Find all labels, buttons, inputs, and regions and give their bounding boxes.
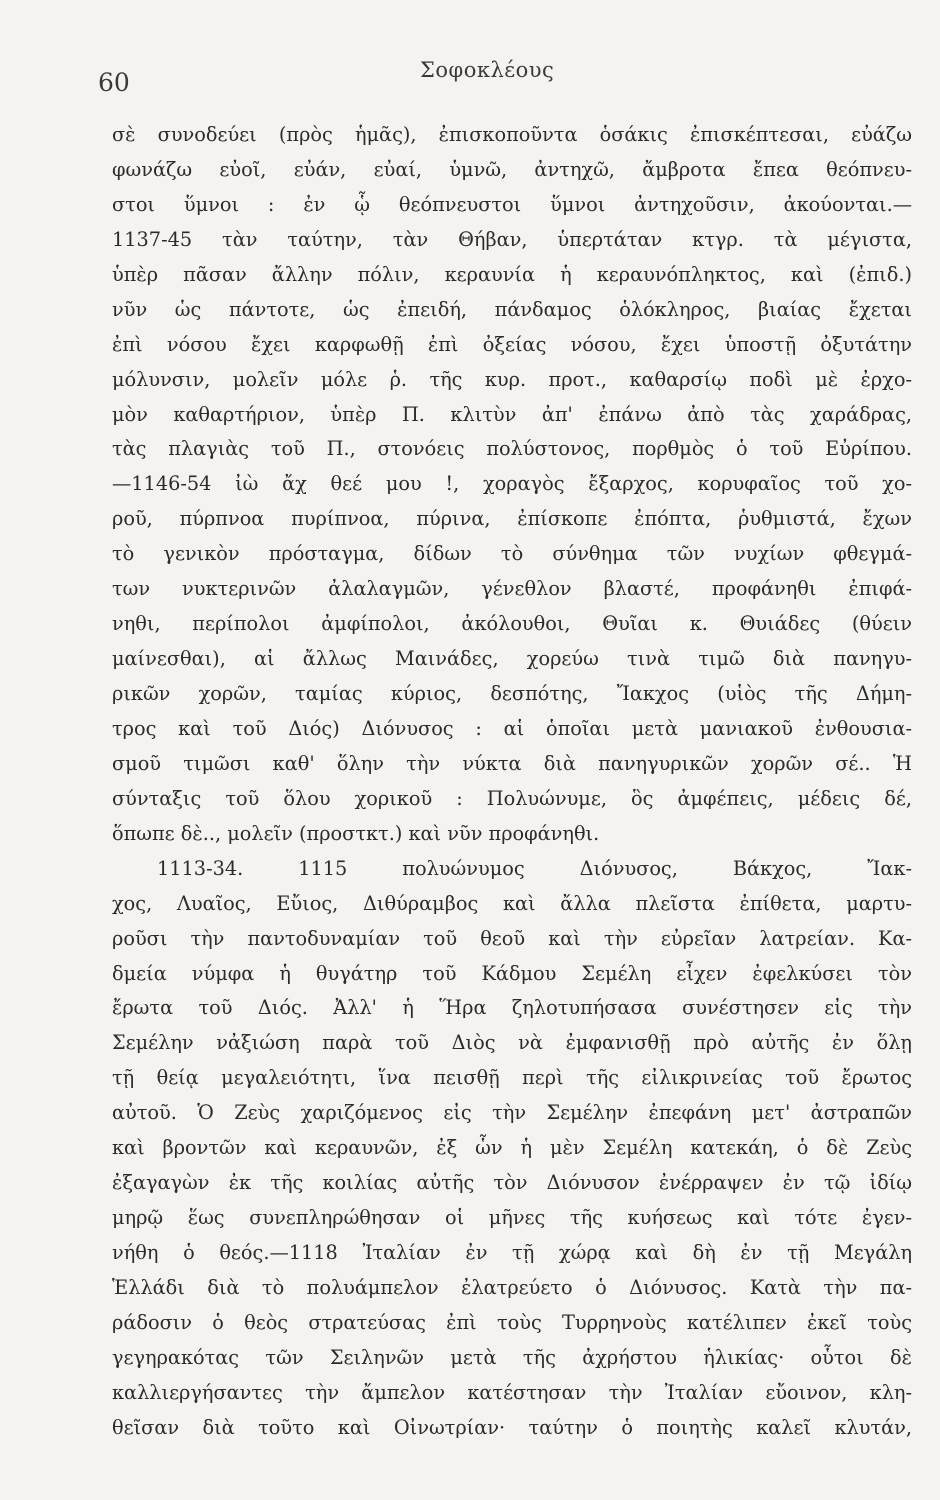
text-line: αὐτοῦ. Ὁ Ζεὺς χαριζόμενος εἰς τὴν Σεμέλην ἐπεφάνη μετ' ἀστραπῶν xyxy=(112,1101,912,1125)
text-line: μὸν καθαρτήριον, ὑπὲρ Π. κλιτὺν ἀπ' ἐπάνω ἀπὸ τὰς χαράδρας, xyxy=(112,402,912,426)
text-line: 1137-45 τὰν ταύτην, τὰν Θήβαν, ὑπερτάταν κτγρ. τὰ μέγιστα, xyxy=(112,227,912,251)
text-line: ὑπὲρ πᾶσαν ἄλλην πόλιν, κεραυνία ἡ κεραυνόπληκτος, καὶ (ἐπιδ.) xyxy=(112,262,912,286)
text-line: σὲ συνοδεύει (πρὸς ἡμᾶς), ἐπισκοποῦντα ὁσάκις ἐπισκέπτεσαι, εὐάζω xyxy=(112,123,912,146)
page-number: 60 xyxy=(98,68,130,97)
text-line: των νυκτερινῶν ἀλαλαγμῶν, γένεθλον βλαστέ, προφάνηθι ἐπιφά- xyxy=(112,577,912,601)
text-line: —1146-54 ἰὼ ἄχ θεέ μου !, χοραγὸς ἔξαρχος, κορυφαῖος τοῦ χο- xyxy=(112,472,912,496)
text-line: νήθη ὁ θεός.—1118 Ἰταλίαν ἐν τῇ χώρᾳ καὶ δὴ ἐν τῇ Μεγάλη xyxy=(112,1241,912,1264)
text-line: τρος καὶ τοῦ Διός) Διόνυσος : αἱ ὁποῖαι μετὰ μανιακοῦ ἐνθουσια- xyxy=(112,716,912,740)
text-line: χος, Λυαῖος, Εὔιος, Διθύραμβος καὶ ἄλλα πλεῖστα ἐπίθετα, μαρτυ- xyxy=(112,891,912,915)
text-line: ἔρωτα τοῦ Διός. Ἀλλ' ἡ Ἥρα ζηλοτυπήσασα συνέστησεν εἰς τὴν xyxy=(112,996,912,1020)
text-line: θεῖσαν διὰ τοῦτο καὶ Οἰνωτρίαν· ταύτην ὁ ποιητὴς καλεῖ κλυτάν, xyxy=(112,1415,912,1439)
text-line: 1113-34. 1115 πολυώνυμος Διόνυσος, Βάκχος, Ἴακ- xyxy=(157,856,912,880)
text-line: μαίνεσθαι), αἱ ἄλλως Μαινάδες, χορεύω τινὰ τιμῶ διὰ πανηγυ- xyxy=(112,647,912,671)
text-line: σύνταξις τοῦ ὅλου χορικοῦ : Πολυώνυμε, ὃς ἀμφέπεις, μέδεις δέ, xyxy=(112,786,912,810)
text-line: μόλυνσιν, μολεῖν μόλε ῥ. τῆς κυρ. προτ., καθαρσίῳ ποδὶ μὲ ἐρχο- xyxy=(112,367,912,391)
body-text xyxy=(112,118,912,1446)
text-line: στοι ὕμνοι : ἐν ᾧ θεόπνευστοι ὕμνοι ἀντηχοῦσιν, ἀκούονται.— xyxy=(112,192,912,216)
text-line: Σεμέλην νἀξιώση παρὰ τοῦ Διὸς νὰ ἐμφανισθῇ πρὸ αὐτῆς ἐν ὅλῃ xyxy=(112,1031,912,1055)
text-line: δμεία νύμφα ἡ θυγάτηρ τοῦ Κάδμου Σεμέλη εἶχεν ἐφελκύσει τὸν xyxy=(112,961,912,985)
running-head: Σοφοκλέους xyxy=(420,58,555,82)
text-line: μηρῷ ἕως συνεπληρώθησαν οἱ μῆνες τῆς κυήσεως καὶ τότε ἐγεν- xyxy=(112,1206,912,1230)
text-line: ροῦσι τὴν παντοδυναμίαν τοῦ θεοῦ καὶ τὴν εὐρεῖαν λατρείαν. Κα- xyxy=(112,926,912,950)
text-line: ρικῶν χορῶν, ταμίας κύριος, δεσπότης, Ἴακχος (υἱὸς τῆς Δήμη- xyxy=(112,682,912,705)
text-line: νηθι, περίπολοι ἀμφίπολοι, ἀκόλουθοι, Θυῖαι κ. Θυιάδες (θύειν xyxy=(112,612,912,636)
page-header xyxy=(0,50,940,97)
text-line: γεγηρακότας τῶν Σειληνῶν μετὰ τῆς ἀχρήστου ἡλικίας· οὗτοι δὲ xyxy=(112,1345,912,1369)
text-line: Ἑλλάδι διὰ τὸ πολυάμπελον ἐλατρεύετο ὁ Διόνυσος. Κατὰ τὴν πα- xyxy=(112,1275,912,1299)
text-line: τὰς πλαγιὰς τοῦ Π., στονόεις πολύστονος, πορθμὸς ὁ τοῦ Εὐρίπου. xyxy=(112,437,912,461)
text-line: σμοῦ τιμῶσι καθ' ὅλην τὴν νύκτα διὰ πανηγυρικῶν χορῶν σέ.. Ἡ xyxy=(112,751,912,775)
text-line: ἐπὶ νόσου ἔχει καρφωθῇ ἐπὶ ὀξείας νόσου, ἔχει ὑποστῇ ὀξυτάτην xyxy=(112,332,912,356)
text-line: ράδοσιν ὁ θεὸς στρατεύσας ἐπὶ τοὺς Τυρρηνοὺς κατέλιπεν ἐκεῖ τοὺς xyxy=(112,1310,912,1334)
text-line: ἐξαγαγὼν ἐκ τῆς κοιλίας αὐτῆς τὸν Διόνυσον ἐνέρραψεν ἐν τῷ ἰδίῳ xyxy=(112,1171,912,1195)
text-line: καλλιεργήσαντες τὴν ἄμπελον κατέστησαν τὴν Ἰταλίαν εὔοινον, κλη- xyxy=(112,1380,912,1404)
text-line: καὶ βροντῶν καὶ κεραυνῶν, ἐξ ὧν ἡ μὲν Σεμέλη κατεκάη, ὁ δὲ Ζεὺς xyxy=(112,1136,912,1160)
text-line: τῇ θείᾳ μεγαλειότητι, ἵνα πεισθῇ περὶ τῆς εἰλικρινείας τοῦ ἔρωτος xyxy=(112,1066,912,1090)
text-line: φωνάζω εὐοῖ, εὐάν, εὐαί, ὑμνῶ, ἀντηχῶ, ἄμβροτα ἔπεα θεόπνευ- xyxy=(112,157,912,181)
text-line: ὅπωπε δὲ.., μολεῖν (προστκτ.) καὶ νῦν προφάνηθι. xyxy=(112,821,600,845)
text-line: τὸ γενικὸν πρόσταγμα, δίδων τὸ σύνθημα τῶν νυχίων φθεγμά- xyxy=(112,542,912,566)
text-line: νῦν ὡς πάντοτε, ὡς ἐπειδή, πάνδαμος ὁλόκληρος, βιαίας ἔχεται xyxy=(112,297,912,321)
text-line: ροῦ, πύρπνοα πυρίπνοα, πύρινα, ἐπίσκοπε ἐπόπτα, ῥυθμιστά, ἔχων xyxy=(112,507,912,531)
